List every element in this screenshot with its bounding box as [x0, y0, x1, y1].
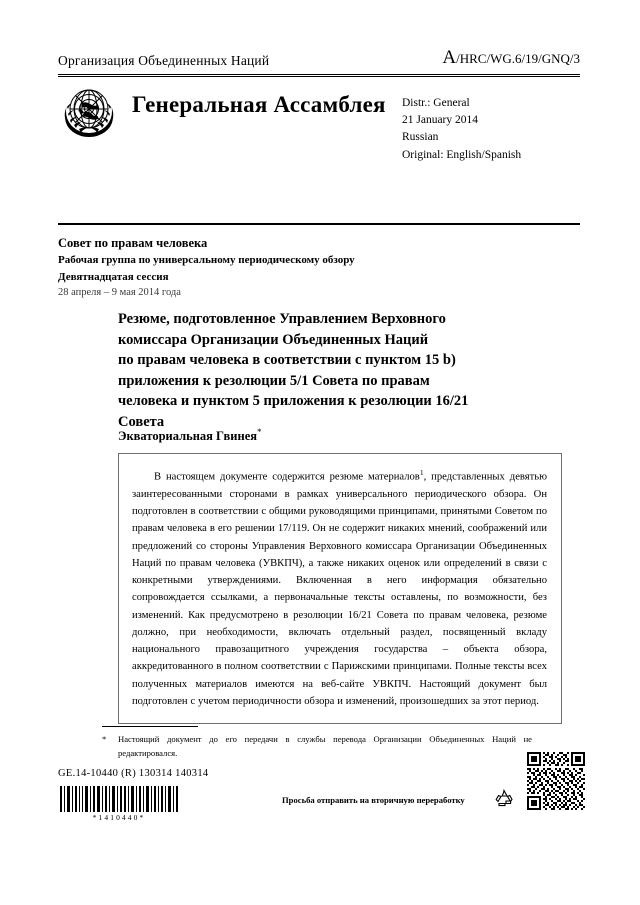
assembly-title: Генеральная Ассамблея [132, 91, 386, 117]
title-line: комиссара Организации Объединенных Наций [118, 331, 429, 348]
document-symbol-rest: /HRC/WG.6/19/GNQ/3 [456, 51, 580, 66]
footnote-mark: * [102, 734, 107, 744]
job-number: GE.14-10440 (R) 130314 140314 [58, 768, 209, 779]
distribution-block [402, 84, 580, 164]
un-emblem [58, 84, 132, 164]
organization-name: Организация Объединенных Наций [58, 53, 270, 69]
session-number: Девятнадцатая сессия [58, 270, 169, 283]
distribution-language: Russian [402, 131, 439, 144]
distribution-date: 21 January 2014 [402, 114, 479, 127]
summary-text-before-note: В настоящем документе содержится резюме материалов [154, 471, 420, 483]
page-title [118, 309, 570, 432]
masthead-rule-top [58, 74, 580, 75]
distribution-original: Original: English/Spanish [402, 148, 522, 161]
country-heading [118, 427, 570, 444]
masthead-top-row [58, 48, 580, 71]
title-line: Совета [118, 413, 165, 430]
council-name: Совет по правам человека [58, 236, 208, 250]
footnote-text: Настоящий документ до его передачи в службы перевода Организации Объединенных Наций не редактировался. [118, 734, 532, 758]
title-line: человека и пунктом 5 приложения к резолюции 16/21 [118, 393, 469, 410]
barcode [58, 786, 180, 812]
barcode-value: *1410440* [92, 813, 146, 822]
masthead [58, 48, 580, 164]
title-line: по правам человека в соответствии с пунктом 15 b) [118, 352, 456, 369]
summary-text-after-note: , представленных девятью заинтересованными сторонами в рамках универсального периодического обзора. Он подготовлен в соответствии с общими руководящими принципами, принятыми Советом по правам человека в его решении 17/119. Он не содержит никаких мнений, соображений или предложений со стороны Управления Верховного комиссара Организации Объединенных Наций по правам человека (УВКПЧ), а также никаких оценок или определений в связи с конкретными утверждениями. Включенная в него информация обязательно сопровождается ссылками, а первоначальные тексты оставлены, по возможности, без изменений. Как предусмотрено в резолюции 16/21 Совета по правам человека, резюме должно, при необходимости, включать отдельный раздел, посвященный вкладу национального правозащитного учреждения государства – объекта обзора, аккредитованного в полном соответствии с Парижскими принципами. Полные тексты всех полученных материалов имеются на веб-сайте УВКПЧ. Настоящий документ был подготовлен с учетом периодичности обзора и изменений, произошедших за этот период. [132, 471, 548, 707]
qr-code [527, 752, 585, 810]
footnote [102, 733, 532, 761]
summary-box [118, 453, 562, 724]
distribution-line: Distr.: General [402, 96, 470, 109]
masthead-rule-top-hair [58, 76, 580, 77]
recycle-icon [493, 788, 515, 808]
country-name: Экваториальная Гвинея [118, 429, 258, 444]
session-block [58, 234, 580, 302]
masthead-bottom-row [58, 84, 580, 164]
session-dates: 28 апреля – 9 мая 2014 года [58, 287, 181, 299]
document-symbol [442, 48, 580, 71]
title-line: Резюме, подготовленное Управлением Верховного [118, 311, 446, 327]
summary-paragraph [132, 467, 547, 710]
footnote-separator [102, 726, 198, 727]
working-group-name: Рабочая группа по универсальному периодическому обзору [58, 254, 355, 267]
summary-note-mark: 1 [419, 468, 424, 477]
masthead-rule-bottom [58, 223, 580, 225]
recycle-notice: Просьба отправить на вторичную переработку [282, 795, 465, 805]
document-symbol-prefix: A [442, 47, 457, 68]
country-footnote-mark: * [257, 427, 262, 437]
title-line: приложения к резолюции 5/1 Совета по правам [118, 372, 430, 389]
